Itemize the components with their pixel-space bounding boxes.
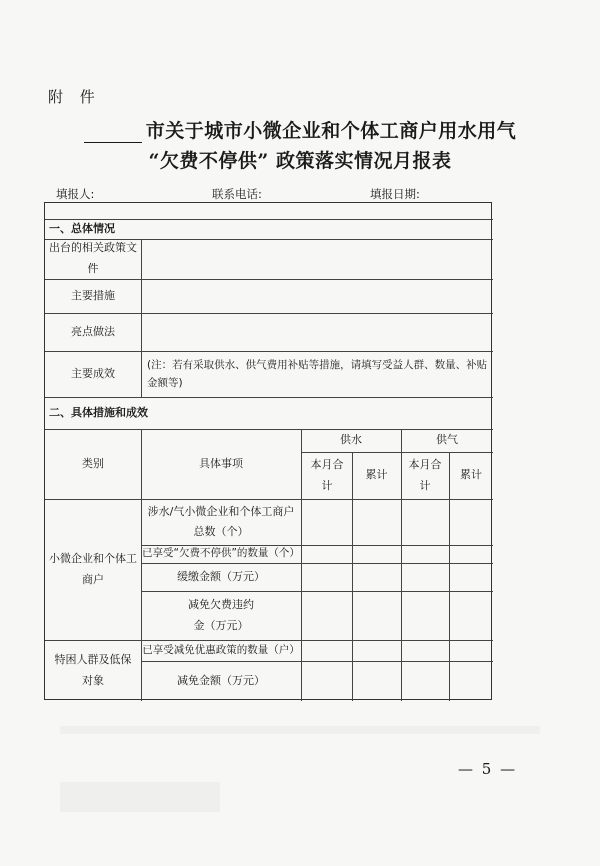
date-label: 填报日期: <box>370 187 420 201</box>
item-no-cutoff-count: 已享受“欠费不停供”的数量（个） <box>142 547 300 560</box>
header-water-cumulative: 累计 <box>365 468 388 482</box>
row-results-note: (注：若有采取供水、供气费用补贴等措施，请填写受益人群、数量、补贴金额等) <box>147 358 488 389</box>
report-title-line1 <box>0 116 600 143</box>
item-relief-amount: 减免金额（万元） <box>177 673 265 687</box>
header-water-month-total: 本月合计 <box>310 457 344 492</box>
report-title-line2: “欠费不停供” 政策落实情况月报表 <box>148 150 452 172</box>
bleed-through-shadow-2 <box>60 782 220 812</box>
row-measures-label: 主要措施 <box>71 288 115 302</box>
header-gas-month-total: 本月合计 <box>408 457 442 492</box>
row-policy-label: 出台的相关政策文件 <box>49 241 137 275</box>
title-line1-text: 市关于城市小微企业和个体工商户用水用气 <box>145 120 517 142</box>
item-relief-count: 已享受减免优惠政策的数量（户） <box>142 643 300 656</box>
group-low-income: 特困人群及低保对象 <box>54 652 132 687</box>
header-category: 类别 <box>82 456 104 470</box>
item-business-total: 涉水/气小微企业和个体工商户总数（个） <box>147 504 295 538</box>
row-highlights-label: 亮点做法 <box>71 324 115 338</box>
header-item: 具体事项 <box>199 456 243 470</box>
title-blank-underline <box>84 124 142 143</box>
header-water: 供水 <box>340 433 362 447</box>
header-gas: 供气 <box>436 433 458 447</box>
page-number: — 5 — <box>458 760 518 778</box>
filler-label: 填报人: <box>56 187 95 201</box>
section-overall-heading: 一、总体情况 <box>49 221 115 235</box>
section-measures-heading: 二、具体措施和成效 <box>49 405 148 419</box>
phone-label: 联系电话: <box>212 187 262 201</box>
header-gas-cumulative: 累计 <box>460 468 482 482</box>
item-penalty-waived: 减免欠费违约金（万元） <box>188 597 254 632</box>
report-table <box>44 202 492 700</box>
bleed-through-shadow <box>60 726 540 734</box>
attachment-label: 附 件 <box>48 88 101 106</box>
item-deferred-amount: 缓缴金额（万元） <box>177 569 265 583</box>
group-small-business: 小微企业和个体工商户 <box>49 551 137 586</box>
row-results-label: 主要成效 <box>71 366 115 380</box>
